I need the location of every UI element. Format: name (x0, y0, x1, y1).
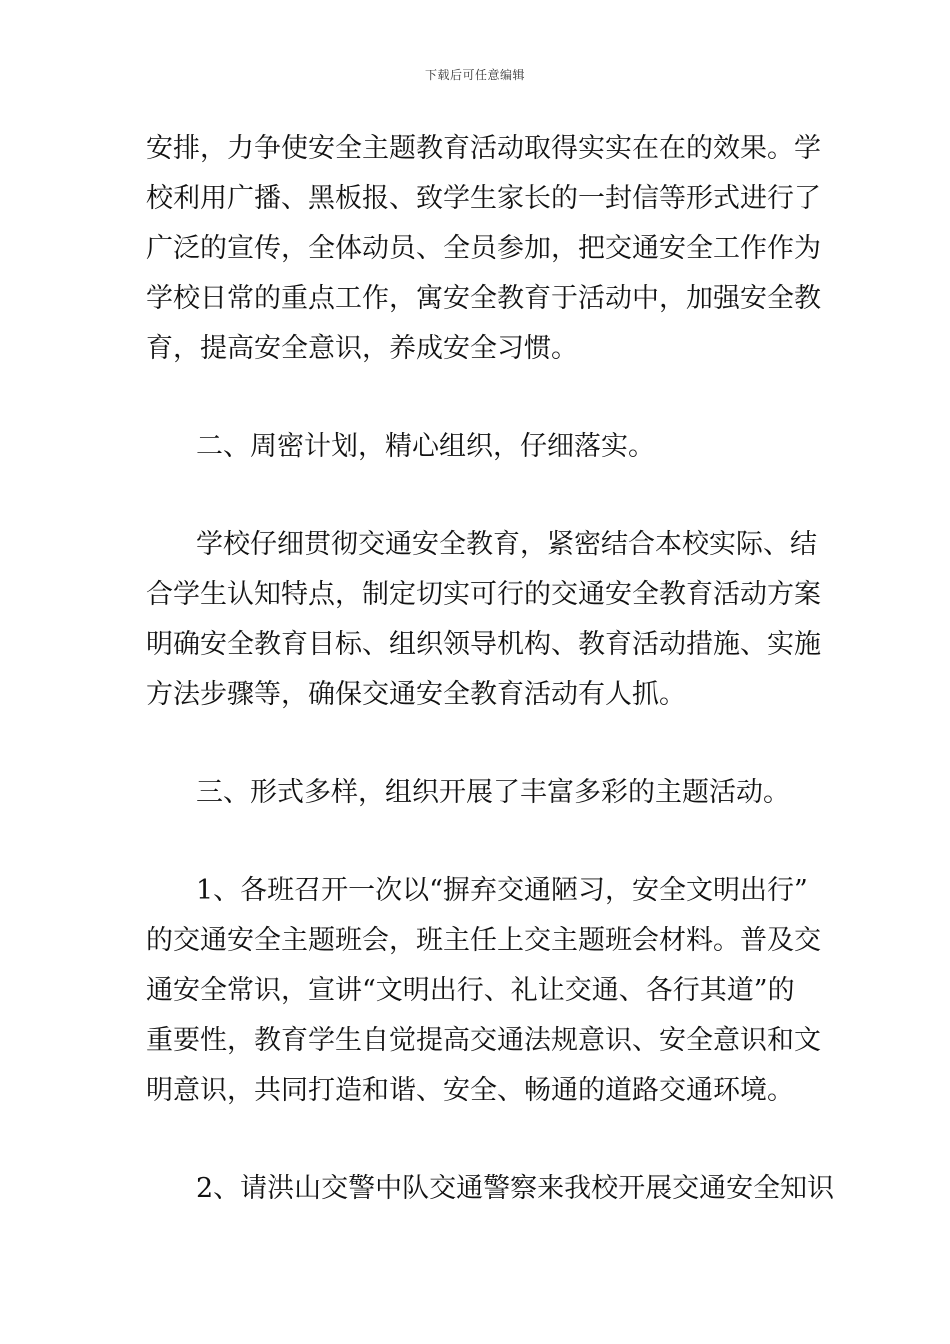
document-body (146, 124, 835, 1214)
text-line: 学校日常的重点工作，寓安全教育于活动中，加强安全教 (146, 283, 821, 314)
text-line: 合学生认知特点，制定切实可行的交通安全教育活动方案 (146, 579, 821, 610)
text-line: 明确安全教育目标、组织领导机构、教育活动措施、实施 (146, 629, 821, 660)
text-line: 的交通安全主题班会，班主任上交主题班会材料。普及交 (146, 925, 821, 956)
section-heading-2 (146, 422, 810, 472)
heading-line: 三、形式多样，组织开展了丰富多彩的主题活动。 (196, 777, 790, 808)
text-line: 1、各班召开一次以“摒弃交通陋习，安全文明出行” (196, 875, 808, 906)
text-line: 校利用广播、黑板报、致学生家长的一封信等形式进行了 (146, 183, 821, 214)
text-line: 重要性，教育学生自觉提高交通法规意识、安全意识和文 (146, 1025, 821, 1056)
heading-line: 二、周密计划，精心组织，仔细落实。 (196, 431, 655, 462)
paragraph-planning (146, 520, 821, 720)
text-line: 2、请洪山交警中队交通警察来我校开展交通安全知识 (196, 1173, 835, 1204)
text-line: 明意识，共同打造和谐、安全、畅通的道路交通环境。 (146, 1075, 794, 1106)
text-line: 通安全常识，宣讲“文明出行、礼让交通、各行其道”的 (146, 975, 795, 1006)
text-line: 广泛的宣传，全体动员、全员参加，把交通安全工作作为 (146, 233, 821, 264)
section-heading-3 (146, 768, 810, 818)
paragraph-intro (146, 124, 821, 374)
paragraph-item-2 (146, 1164, 835, 1214)
text-line: 方法步骤等，确保交通安全教育活动有人抓。 (146, 679, 686, 710)
text-line: 育，提高安全意识，养成安全习惯。 (146, 333, 578, 364)
text-line: 安排，力争使安全主题教育活动取得实实在在的效果。学 (146, 133, 821, 164)
text-line: 学校仔细贯彻交通安全教育，紧密结合本校实际、结 (196, 529, 817, 560)
paragraph-item-1 (146, 866, 821, 1116)
page-header: 下载后可任意编辑 (424, 68, 525, 82)
